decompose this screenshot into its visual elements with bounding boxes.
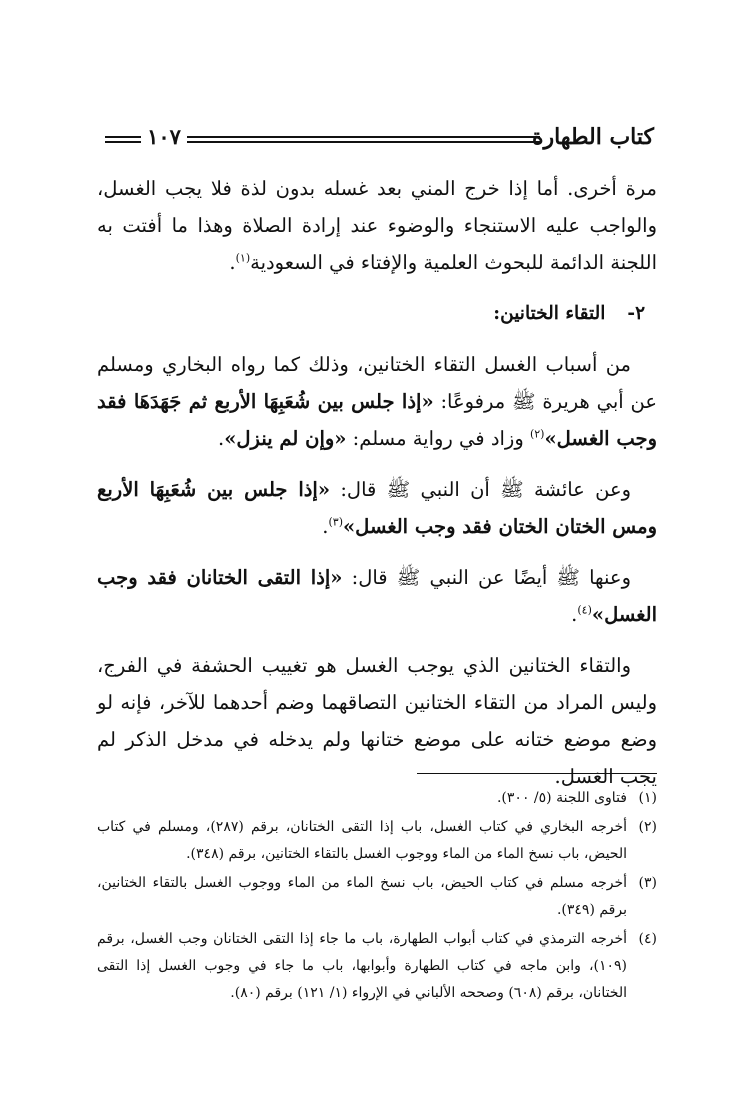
paragraph-1: مرة أخرى. أما إذا خرج المني بعد غسله بدون لذة فلا يجب الغسل، والواجب عليه الاستنجاء والوضوء عند إرادة الصلاة وهذا ما أفتت به اللجنة الدائمة للبحوث العلمية والإفتاء في السعودية$^{(١)}$. <box>97 177 657 274</box>
header-rule-end <box>105 136 141 143</box>
section-number: ٢- <box>627 303 645 324</box>
header-rule <box>187 136 540 143</box>
footnote-ref-1: (١) <box>235 251 251 265</box>
paragraph-2: من أسباب الغسل التقاء الختانين، وذلك كما رواه البخاري ومسلم عن أبي هريرة ﷺ مرفوعًا: «إذا جلس بين شُعَبِهَا الأربع ثم جَهَدَهَا فقد وجب الغسل»$^{(٢)}$ وزاد في رواية مسلم: «وإن لم ينزل». <box>97 353 658 450</box>
footnote-number: (٢) <box>638 819 657 835</box>
footnote-3 <box>97 870 657 924</box>
footnote-number: (٣) <box>638 875 657 891</box>
chapter-title: كتاب الطهارة <box>531 124 654 150</box>
paragraph-4: وعنها ﷺ أيضًا عن النبي ﷺ قال: «إذا التقى الختانان فقد وجب الغسل»$^{(٤)}$. <box>97 566 657 626</box>
hadith-quote: «إذا جلس بين شُعَبِهَا الأربع ومس الختان الختان فقد وجب الغسل» <box>97 478 657 538</box>
footnote-text: فتاوى اللجنة (٥/ ٣٠٠). <box>496 790 627 806</box>
paragraph-5: والتقاء الختانين الذي يوجب الغسل هو تغييب الحشفة في الفرج، وليس المراد من التقاء الختانين التصاقهما وضم أحدهما للآخر، فإنه لو وضع موضع ختانه على موضع ختانها ولم يدخله في مدخل الذكر لم يجب الغسل. <box>97 654 657 788</box>
page-number: ١٠٧ <box>147 124 181 149</box>
footnote-1 <box>97 785 657 812</box>
hadith-quote: «إذا جلس بين شُعَبِهَا الأربع ثم جَهَدَهَا فقد وجب الغسل» <box>97 390 657 450</box>
footnote-separator <box>417 773 657 774</box>
footnote-text: أخرجه البخاري في كتاب الغسل، باب إذا التقى الختانان، برقم (٢٨٧)، ومسلم في كتاب الحيض، باب نسخ الماء من الماء ووجوب الغسل بالتقاء الختانين، برقم (٣٤٨). <box>97 819 627 862</box>
footnote-ref-4: (٤) <box>577 603 592 617</box>
footnote-number: (٤) <box>638 931 657 947</box>
footnote-2 <box>97 814 657 868</box>
hadith-quote: «وإن لم ينزل» <box>224 427 347 450</box>
running-header <box>105 122 654 156</box>
footnote-ref-3: (٣) <box>328 515 343 529</box>
footnote-number: (١) <box>638 790 657 806</box>
section-title: التقاء الختانين: <box>493 303 606 324</box>
footnote-text: أخرجه الترمذي في كتاب أبواب الطهارة، باب ما جاء إذا التقى الختانان وجب الغسل، برقم (١٠٩)، وابن ماجه في كتاب الطهارة وأبوابها، باب ما جاء في وجوب الغسل إذا التقى الختانان، برقم (٦٠٨) وصححه الألباني في الإرواء (١/ ١٢١) برقم (٨٠). <box>97 931 627 1001</box>
main-text <box>97 170 657 809</box>
section-heading <box>97 295 657 332</box>
hadith-quote: «إذا التقى الختانان فقد وجب الغسل» <box>97 566 657 626</box>
footnotes <box>97 785 657 1009</box>
footnote-ref-2: (٢) <box>529 427 545 441</box>
footnote-4 <box>97 926 657 1007</box>
paragraph-3: وعن عائشة ﷺ أن النبي ﷺ قال: «إذا جلس بين شُعَبِهَا الأربع ومس الختان الختان فقد وجب الغسل»$^{(٣)}$. <box>97 478 657 538</box>
footnote-text: أخرجه مسلم في كتاب الحيض، باب نسخ الماء من الماء ووجوب الغسل بالتقاء الختانين، برقم (٣٤٩). <box>97 875 627 918</box>
